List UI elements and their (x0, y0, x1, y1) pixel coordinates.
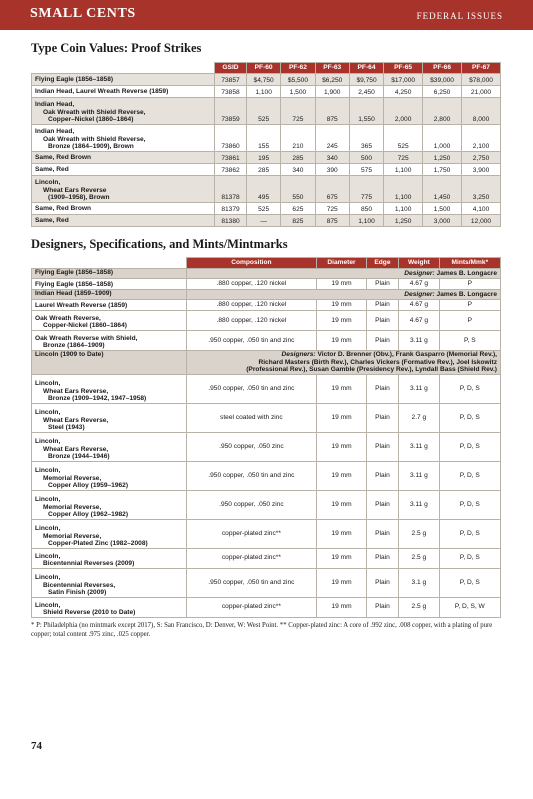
row-label (32, 215, 215, 227)
weight-cell: 2.5 g (399, 519, 440, 548)
row-label (32, 279, 187, 290)
value-cell: 495 (246, 176, 280, 203)
value-cell: $39,000 (423, 74, 462, 86)
value-cell: 625 (281, 203, 315, 215)
value-cell: 12,000 (462, 215, 501, 227)
designer-line (190, 359, 498, 367)
weight-cell: 4.67 g (399, 311, 440, 331)
weight-cell: 3.11 g (399, 374, 440, 403)
row-label (32, 176, 215, 203)
row-label-line: Shield Reverse (2010 to Date) (43, 609, 136, 617)
value-cell: 550 (281, 176, 315, 203)
mints-cell: P, D, S (439, 461, 500, 490)
row-label-line: Bicentennial Reverses, (43, 581, 116, 589)
value-cell: 1,100 (246, 86, 280, 98)
edge-cell: Plain (366, 548, 398, 568)
row-label (32, 374, 187, 403)
row-label-line: Same, Red (35, 216, 69, 224)
row-label-line: Indian Head, (35, 128, 75, 136)
table-row (32, 374, 501, 403)
weight-cell: 4.67 g (399, 300, 440, 311)
value-cell: 81380 (215, 215, 247, 227)
table-row (32, 597, 501, 617)
value-cell: 2,800 (423, 98, 462, 125)
value-cell: $5,500 (281, 74, 315, 86)
section-title: SMALL CENTS (30, 6, 136, 21)
column-header: PF-65 (384, 63, 423, 74)
value-cell: 1,100 (349, 215, 383, 227)
row-label (32, 432, 187, 461)
row-label-line: Oak Wreath with Shield Reverse, (43, 135, 146, 143)
group-designer (186, 269, 501, 279)
row-label-line: Same, Red Brown (35, 204, 92, 212)
value-cell: — (246, 215, 280, 227)
row-label-line: Laurel Wreath Reverse (1859) (35, 302, 128, 310)
header-blank (32, 63, 215, 74)
row-label (32, 403, 187, 432)
composition-cell: .880 copper, .120 nickel (186, 311, 317, 331)
value-cell: 2,100 (462, 125, 501, 152)
composition-cell: .950 copper, .050 tin and zinc (186, 461, 317, 490)
designers-label: Designers: (281, 351, 316, 358)
edge-cell: Plain (366, 403, 398, 432)
value-cell: $17,000 (384, 74, 423, 86)
table-row (32, 74, 501, 86)
value-cell: 575 (349, 164, 383, 176)
mints-cell: P, D, S (439, 568, 500, 597)
row-label (32, 519, 187, 548)
value-cell: 210 (281, 125, 315, 152)
composition-cell: copper-plated zinc** (186, 519, 317, 548)
row-label-line: Copper Alloy (1959–1962) (48, 482, 129, 490)
column-header: Edge (366, 258, 398, 269)
composition-cell: steel coated with zinc (186, 403, 317, 432)
specs-table-title: Designers, Specifications, and Mints/Mintmarks (31, 237, 288, 251)
edge-cell: Plain (366, 519, 398, 548)
weight-cell: 2.5 g (399, 597, 440, 617)
designer-name: James B. Longacre (436, 269, 497, 277)
table-row (32, 403, 501, 432)
value-cell: 73858 (215, 86, 247, 98)
row-label (32, 86, 215, 98)
value-cell: 1,750 (423, 164, 462, 176)
row-label-line: Copper Alloy (1962–1982) (48, 511, 129, 519)
value-cell: 875 (315, 98, 349, 125)
value-cell: 2,450 (349, 86, 383, 98)
value-cell: 1,250 (423, 152, 462, 164)
table-row (32, 176, 501, 203)
composition-cell: .950 copper, .050 tin and zinc (186, 374, 317, 403)
value-cell: 775 (349, 176, 383, 203)
table-row (32, 432, 501, 461)
value-cell: 285 (246, 164, 280, 176)
value-cell: 285 (281, 152, 315, 164)
row-label (32, 331, 187, 351)
column-header: PF-66 (423, 63, 462, 74)
value-cell: 725 (315, 203, 349, 215)
footnote: * P: Philadelphia (no mintmark except 2017), S: San Francisco, D: Denver, W: West Point. ** Copper-plated zinc: A core of .992 zinc, .008 copper, with a plating of pure copper; total content .975 zinc, .025 copper. (31, 622, 493, 639)
designer-text: (Professional Rev.), Susan Gamble (Presidency Rev.), Lyndall Bass (Shield Rev.) (246, 366, 497, 374)
mints-cell: P, D, S (439, 490, 500, 519)
value-cell: 1,000 (423, 125, 462, 152)
weight-cell: 3.11 g (399, 432, 440, 461)
group-row (32, 351, 501, 375)
value-cell: 1,500 (281, 86, 315, 98)
category-title: FEDERAL ISSUES (416, 11, 503, 21)
column-header: PF-60 (246, 63, 280, 74)
column-header: PF-63 (315, 63, 349, 74)
diameter-cell: 19 mm (317, 311, 366, 331)
row-label-line: Satin Finish (2009) (48, 589, 107, 597)
value-cell: 1,100 (384, 203, 423, 215)
composition-cell: .950 copper, .050 zinc (186, 432, 317, 461)
value-cell: $4,750 (246, 74, 280, 86)
table-row (32, 548, 501, 568)
value-cell: 8,000 (462, 98, 501, 125)
column-header: GSID (215, 63, 247, 74)
value-cell: $9,750 (349, 74, 383, 86)
row-label-line: Memorial Reverse, (43, 503, 102, 511)
weight-cell: 3.11 g (399, 461, 440, 490)
designer-line (190, 351, 498, 359)
row-label-line: Lincoln, (35, 601, 61, 609)
row-label (32, 98, 215, 125)
value-cell: 21,000 (462, 86, 501, 98)
value-cell: 4,100 (462, 203, 501, 215)
composition-cell: .950 copper, .050 tin and zinc (186, 568, 317, 597)
designer-text: Richard Masters (Birth Rev.), Charles Vickers (Formative Rev.), Joel Iskowitz (258, 358, 497, 366)
composition-cell: .880 copper, .120 nickel (186, 279, 317, 290)
mints-cell: P (439, 311, 500, 331)
weight-cell: 3.1 g (399, 568, 440, 597)
composition-cell: copper-plated zinc** (186, 597, 317, 617)
table-row (32, 215, 501, 227)
row-label-line: Flying Eagle (1856–1858) (35, 75, 114, 83)
value-cell: 81379 (215, 203, 247, 215)
diameter-cell: 19 mm (317, 300, 366, 311)
table-row (32, 203, 501, 215)
weight-cell: 3.11 g (399, 490, 440, 519)
value-cell: 365 (349, 125, 383, 152)
value-cell: 875 (315, 215, 349, 227)
column-header: Composition (186, 258, 317, 269)
diameter-cell: 19 mm (317, 519, 366, 548)
value-cell: 1,550 (349, 98, 383, 125)
diameter-cell: 19 mm (317, 490, 366, 519)
column-header: PF-64 (349, 63, 383, 74)
value-cell: 500 (349, 152, 383, 164)
page-number: 74 (31, 740, 42, 752)
row-label-line: Memorial Reverse, (43, 532, 102, 540)
row-label (32, 548, 187, 568)
row-label (32, 568, 187, 597)
value-cell: 525 (246, 203, 280, 215)
diameter-cell: 19 mm (317, 403, 366, 432)
row-label-line: Flying Eagle (1856–1858) (35, 281, 114, 289)
value-cell: 6,250 (423, 86, 462, 98)
row-label (32, 490, 187, 519)
row-label (32, 461, 187, 490)
row-label-line: Copper-Nickel (1860–1864) (43, 322, 127, 330)
value-cell: 1,900 (315, 86, 349, 98)
edge-cell: Plain (366, 331, 398, 351)
weight-cell: 4.67 g (399, 279, 440, 290)
value-cell: 73859 (215, 98, 247, 125)
row-label-line: (1909–1958), Brown (48, 194, 110, 202)
composition-cell: copper-plated zinc** (186, 548, 317, 568)
row-label-line: Copper–Nickel (1860–1864) (48, 116, 134, 124)
mints-cell: P, D, S (439, 432, 500, 461)
column-header: PF-62 (281, 63, 315, 74)
row-label-line: Same, Red Brown (35, 153, 92, 161)
mints-cell: P, D, S (439, 519, 500, 548)
diameter-cell: 19 mm (317, 331, 366, 351)
row-label-line: Wheat Ears Reverse, (43, 387, 109, 395)
edge-cell: Plain (366, 311, 398, 331)
value-cell: 81378 (215, 176, 247, 203)
row-label-line: Wheat Ears Reverse, (43, 416, 109, 424)
designer-label: Designer: (404, 290, 435, 298)
value-cell: 195 (246, 152, 280, 164)
mints-cell: P (439, 300, 500, 311)
diameter-cell: 19 mm (317, 461, 366, 490)
row-label-line: Copper-Plated Zinc (1982–2008) (48, 540, 148, 548)
row-label-line: Lincoln, (35, 380, 61, 387)
value-cell: 850 (349, 203, 383, 215)
composition-cell: .950 copper, .050 zinc (186, 490, 317, 519)
column-header: Weight (399, 258, 440, 269)
value-cell: 2,750 (462, 152, 501, 164)
table-row (32, 164, 501, 176)
row-label-line: Bronze (1864–1909), Brown (48, 143, 134, 151)
designer-label: Designer: (404, 269, 435, 277)
group-name: Indian Head (1859–1909) (32, 290, 187, 300)
table-row (32, 311, 501, 331)
row-label-line: Same, Red (35, 165, 69, 173)
value-cell: 73862 (215, 164, 247, 176)
row-label-line: Lincoln, (35, 179, 61, 187)
table-row (32, 300, 501, 311)
table-row (32, 125, 501, 152)
diameter-cell: 19 mm (317, 432, 366, 461)
table-row (32, 279, 501, 290)
row-label-line: Indian Head, (35, 101, 75, 109)
composition-cell: .880 copper, .120 nickel (186, 300, 317, 311)
row-label-line: Indian Head, Laurel Wreath Reverse (1859) (35, 87, 169, 95)
value-cell: 3,900 (462, 164, 501, 176)
value-cell: 675 (315, 176, 349, 203)
row-label-line: Steel (1943) (48, 424, 85, 432)
edge-cell: Plain (366, 597, 398, 617)
value-cell: 73861 (215, 152, 247, 164)
table-row (32, 490, 501, 519)
value-cell: 525 (384, 125, 423, 152)
value-cell: 1,500 (423, 203, 462, 215)
row-label-line: Lincoln, (35, 467, 61, 474)
weight-cell: 3.11 g (399, 331, 440, 351)
row-label-line: Bronze (1864–1909) (43, 342, 105, 350)
row-label-line: Lincoln, (35, 438, 61, 445)
row-label-line: Lincoln, (35, 525, 61, 532)
value-cell: 1,100 (384, 176, 423, 203)
edge-cell: Plain (366, 432, 398, 461)
edge-cell: Plain (366, 568, 398, 597)
mints-cell: P (439, 279, 500, 290)
row-label-line: Lincoln, (35, 574, 61, 581)
group-row (32, 269, 501, 279)
group-row (32, 290, 501, 300)
row-label-line: Oak Wreath with Shield Reverse, (43, 108, 146, 116)
weight-cell: 2.5 g (399, 548, 440, 568)
value-cell: 3,250 (462, 176, 501, 203)
table-row (32, 519, 501, 548)
edge-cell: Plain (366, 490, 398, 519)
group-designer (186, 351, 501, 375)
value-cell: 4,250 (384, 86, 423, 98)
value-cell: 73857 (215, 74, 247, 86)
diameter-cell: 19 mm (317, 374, 366, 403)
row-label (32, 203, 215, 215)
group-name: Flying Eagle (1856–1858) (32, 269, 187, 279)
row-label (32, 164, 215, 176)
diameter-cell: 19 mm (317, 548, 366, 568)
row-label (32, 152, 215, 164)
value-cell: 1,100 (384, 164, 423, 176)
running-header (0, 0, 533, 30)
row-label-line: Memorial Reverse, (43, 474, 102, 482)
designer-line (190, 366, 498, 374)
value-cell: 155 (246, 125, 280, 152)
row-label-line: Bicentennial Reverses (2009) (43, 560, 135, 568)
row-label (32, 311, 187, 331)
proof-values-table (31, 62, 501, 227)
row-label-line: Bronze (1944–1946) (48, 453, 110, 461)
row-label (32, 597, 187, 617)
value-cell: 3,000 (423, 215, 462, 227)
header-blank (32, 258, 187, 269)
edge-cell: Plain (366, 461, 398, 490)
row-label-line: Lincoln, (35, 552, 61, 560)
value-cell: 73860 (215, 125, 247, 152)
table-row (32, 152, 501, 164)
proof-table-title: Type Coin Values: Proof Strikes (31, 41, 202, 55)
value-cell: 2,000 (384, 98, 423, 125)
table-row (32, 98, 501, 125)
value-cell: 1,250 (384, 215, 423, 227)
column-header: Diameter (317, 258, 366, 269)
value-cell: 1,450 (423, 176, 462, 203)
edge-cell: Plain (366, 279, 398, 290)
value-cell: 340 (315, 152, 349, 164)
mints-cell: P, D, S (439, 403, 500, 432)
row-label-line: Lincoln, (35, 409, 61, 416)
diameter-cell: 19 mm (317, 597, 366, 617)
mints-cell: P, D, S, W (439, 597, 500, 617)
group-name: Lincoln (1909 to Date) (32, 351, 187, 375)
row-label-line: Lincoln, (35, 496, 61, 503)
value-cell: 525 (246, 98, 280, 125)
row-label (32, 74, 215, 86)
row-label (32, 125, 215, 152)
column-header: Mints/Mmk* (439, 258, 500, 269)
edge-cell: Plain (366, 374, 398, 403)
row-label-line: Wheat Ears Reverse (43, 186, 107, 194)
row-label-line: Oak Wreath Reverse, (35, 314, 101, 322)
mints-cell: P, S (439, 331, 500, 351)
value-cell: 340 (281, 164, 315, 176)
column-header: PF-67 (462, 63, 501, 74)
value-cell: $78,000 (462, 74, 501, 86)
table-row (32, 461, 501, 490)
designer-name: James B. Longacre (436, 290, 497, 298)
value-cell: 245 (315, 125, 349, 152)
table-row (32, 568, 501, 597)
value-cell: 725 (384, 152, 423, 164)
weight-cell: 2.7 g (399, 403, 440, 432)
table-row (32, 331, 501, 351)
table-row (32, 86, 501, 98)
specs-table (31, 257, 501, 618)
value-cell: $6,250 (315, 74, 349, 86)
composition-cell: .950 copper, .050 tin and zinc (186, 331, 317, 351)
row-label-line: Bronze (1909–1942, 1947–1958) (48, 395, 147, 403)
designer-text: Victor D. Brenner (Obv.), Frank Gasparro (Memorial Rev.), (317, 351, 497, 358)
mints-cell: P, D, S (439, 548, 500, 568)
diameter-cell: 19 mm (317, 279, 366, 290)
value-cell: 725 (281, 98, 315, 125)
group-designer (186, 290, 501, 300)
value-cell: 390 (315, 164, 349, 176)
row-label (32, 300, 187, 311)
row-label-line: Wheat Ears Reverse, (43, 445, 109, 453)
mints-cell: P, D, S (439, 374, 500, 403)
edge-cell: Plain (366, 300, 398, 311)
diameter-cell: 19 mm (317, 568, 366, 597)
value-cell: 825 (281, 215, 315, 227)
row-label-line: Oak Wreath Reverse with Shield, (35, 334, 138, 342)
